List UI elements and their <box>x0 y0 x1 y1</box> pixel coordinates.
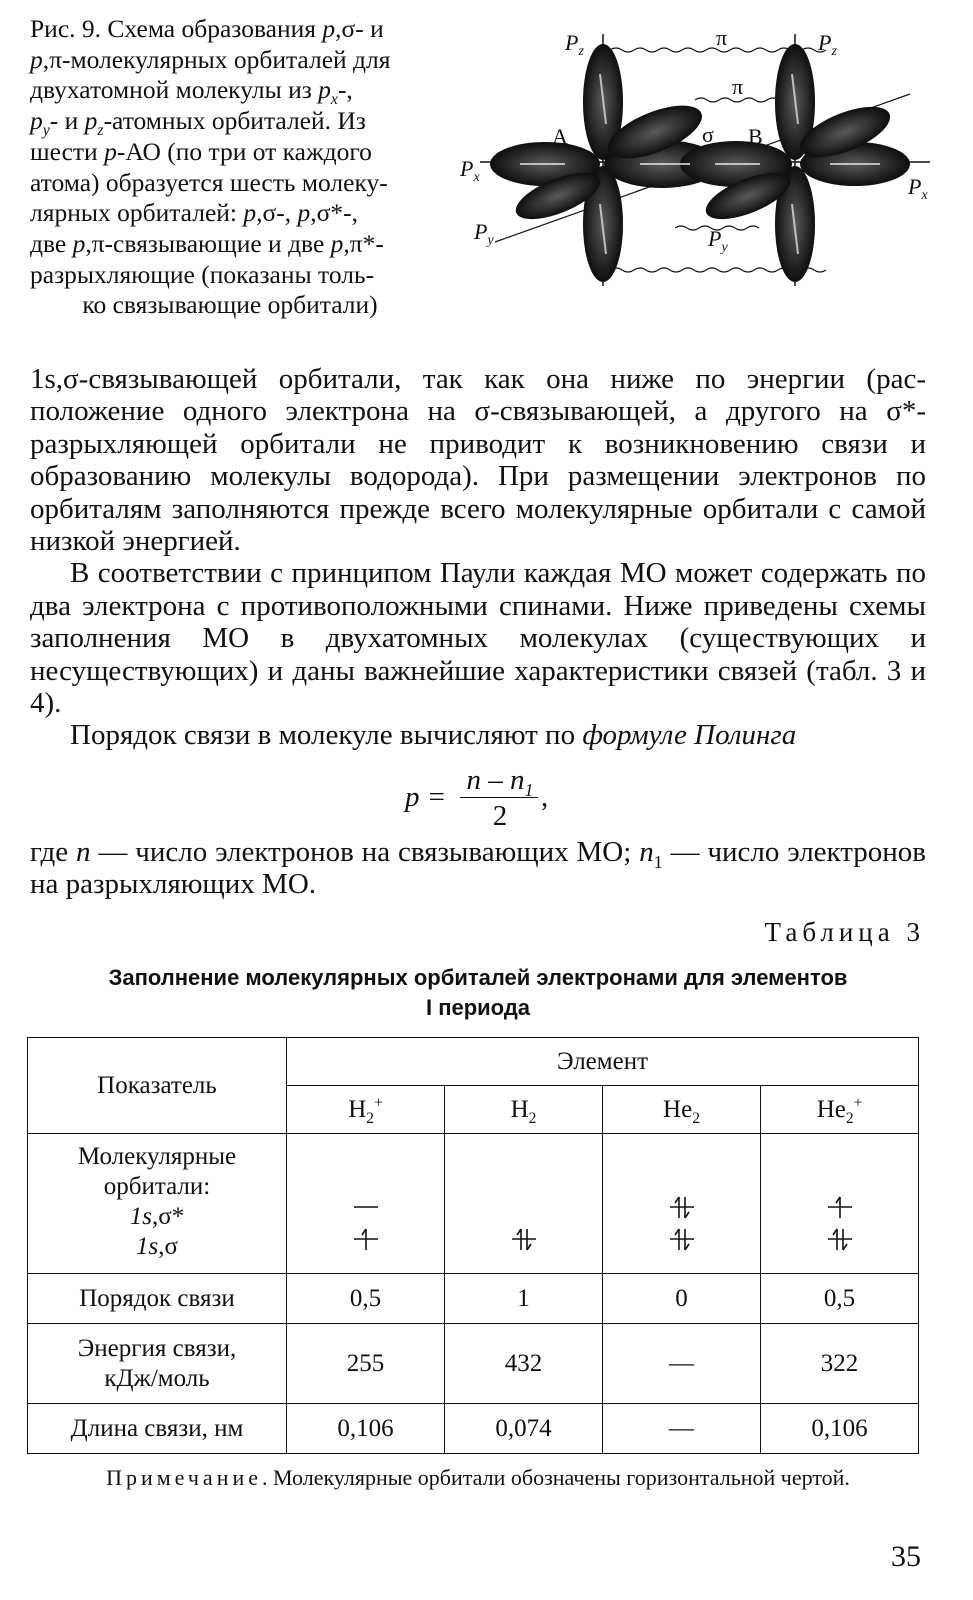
orbital-diagram <box>440 14 960 314</box>
row-label-orbitals: Молекулярные орбитали: 1s,σ* 1s,σ <box>28 1134 287 1274</box>
caption-line: ко связывающие орбитали) <box>82 290 378 320</box>
pauling-formula: p = n – $n_1$ 2 , <box>405 764 549 832</box>
paired-electrons-mark <box>667 1226 697 1252</box>
mo-cell <box>603 1134 761 1274</box>
label-pi-mid: π <box>732 74 744 99</box>
table-row: Длина связи, нм 0,106 0,074 — 0,106 <box>28 1404 919 1454</box>
page-number: 35 <box>891 1540 921 1573</box>
caption-line: Рис. 9. Схема образования p,σ- и <box>30 14 384 43</box>
table-row: Порядок связи 0,5 1 0 0,5 <box>28 1274 919 1324</box>
single-electron-mark <box>351 1226 381 1252</box>
label-pi-top: π <box>716 25 728 50</box>
caption-line: атома) образуется шесть молеку- <box>30 167 388 197</box>
paired-electrons-mark <box>825 1226 855 1252</box>
table-row: Энергия связи, кДж/моль 255 432 — 322 <box>28 1324 919 1404</box>
mo-filling-table <box>27 1037 919 1454</box>
caption-line: две p,π-связывающие и две p,π*- <box>30 228 384 258</box>
label-px-left: $P_x$ <box>460 156 480 185</box>
empty-orbital-mark <box>351 1194 381 1220</box>
caption-line: двухатомной молекулы из $p_x-$, <box>30 75 353 109</box>
label-pz-left: $P_z$ <box>565 30 584 59</box>
caption-line: p,π-молекулярных орбиталей для <box>30 44 391 74</box>
table-note: Примечание. Молекулярные орбитали обозначены горизонтальной чертой. <box>106 1465 850 1490</box>
label-px-right: $P_x$ <box>908 174 928 203</box>
header-he2: $He_2$ <box>603 1086 761 1134</box>
paired-electrons-mark <box>509 1226 539 1252</box>
formula-explanation: где n — число электронов на связывающих МО; $n_1$ — число электронов на разрыхляющих МО. <box>30 836 926 901</box>
label-pz-right: $P_z$ <box>818 30 837 59</box>
caption-line: $p_y-$ и $p_z$-атомных орбиталей. Из <box>30 106 366 140</box>
formula-denominator: 2 <box>492 800 508 832</box>
label-py-mid: $P_y$ <box>708 226 728 255</box>
table-number: Таблица 3 <box>764 917 925 947</box>
header-indicator: Показатель <box>28 1038 287 1134</box>
mo-cell <box>761 1134 919 1274</box>
header-h2: $H_2$ <box>445 1086 603 1134</box>
label-atom-b: B <box>748 124 763 149</box>
paragraph: В соответствии с принципом Паули каждая МО может содержать по два электрона с противоположными спинами. Ниже приведены схемы заполнения МО в двухатомных молекулах (существующих и несуществующих) и даны важнейшие характеристики связей (табл. 3 и 4). <box>30 557 926 720</box>
label-sigma: σ <box>702 122 714 147</box>
label-py-left: $P_y$ <box>474 219 494 248</box>
label-atom-a: A <box>552 124 568 149</box>
formula-lhs: p = <box>405 781 447 813</box>
mo-cell <box>445 1134 603 1274</box>
formula-numerator: n – $n_1$ <box>466 764 534 800</box>
header-element: Элемент <box>287 1038 919 1086</box>
paragraph: Порядок связи в молекуле вычисляют по формуле Полинга <box>70 719 797 752</box>
single-electron-mark <box>825 1194 855 1220</box>
header-h2-plus: $H_2^+$ <box>287 1086 445 1134</box>
body-text <box>30 363 926 752</box>
formula-fraction-bar <box>460 797 538 798</box>
paragraph: 1s,σ-связывающей орбитали, так как она ниже по энергии (расположение одного электрона на σ-связывающей, а другого на σ*-разрыхляющей орбитали не приводит к возникновению связи и образованию молекулы водорода). При размещении электронов по орбиталям заполняются прежде всего молекулярные орбитали с самой низкой энергией. <box>30 363 926 558</box>
caption-line: шести p-АО (по три от каждого <box>30 136 372 166</box>
figure-caption <box>30 14 430 321</box>
caption-line: разрыхляющие (показаны толь- <box>30 259 375 289</box>
mo-cell <box>287 1134 445 1274</box>
caption-line: лярных орбиталей: p,σ-, p,σ*-, <box>30 198 359 228</box>
table-title: Заполнение молекулярных орбиталей электронами для элементов I периода <box>108 965 848 1020</box>
paired-electrons-mark <box>667 1194 697 1220</box>
header-he2-plus: $He_2^+$ <box>761 1086 919 1134</box>
